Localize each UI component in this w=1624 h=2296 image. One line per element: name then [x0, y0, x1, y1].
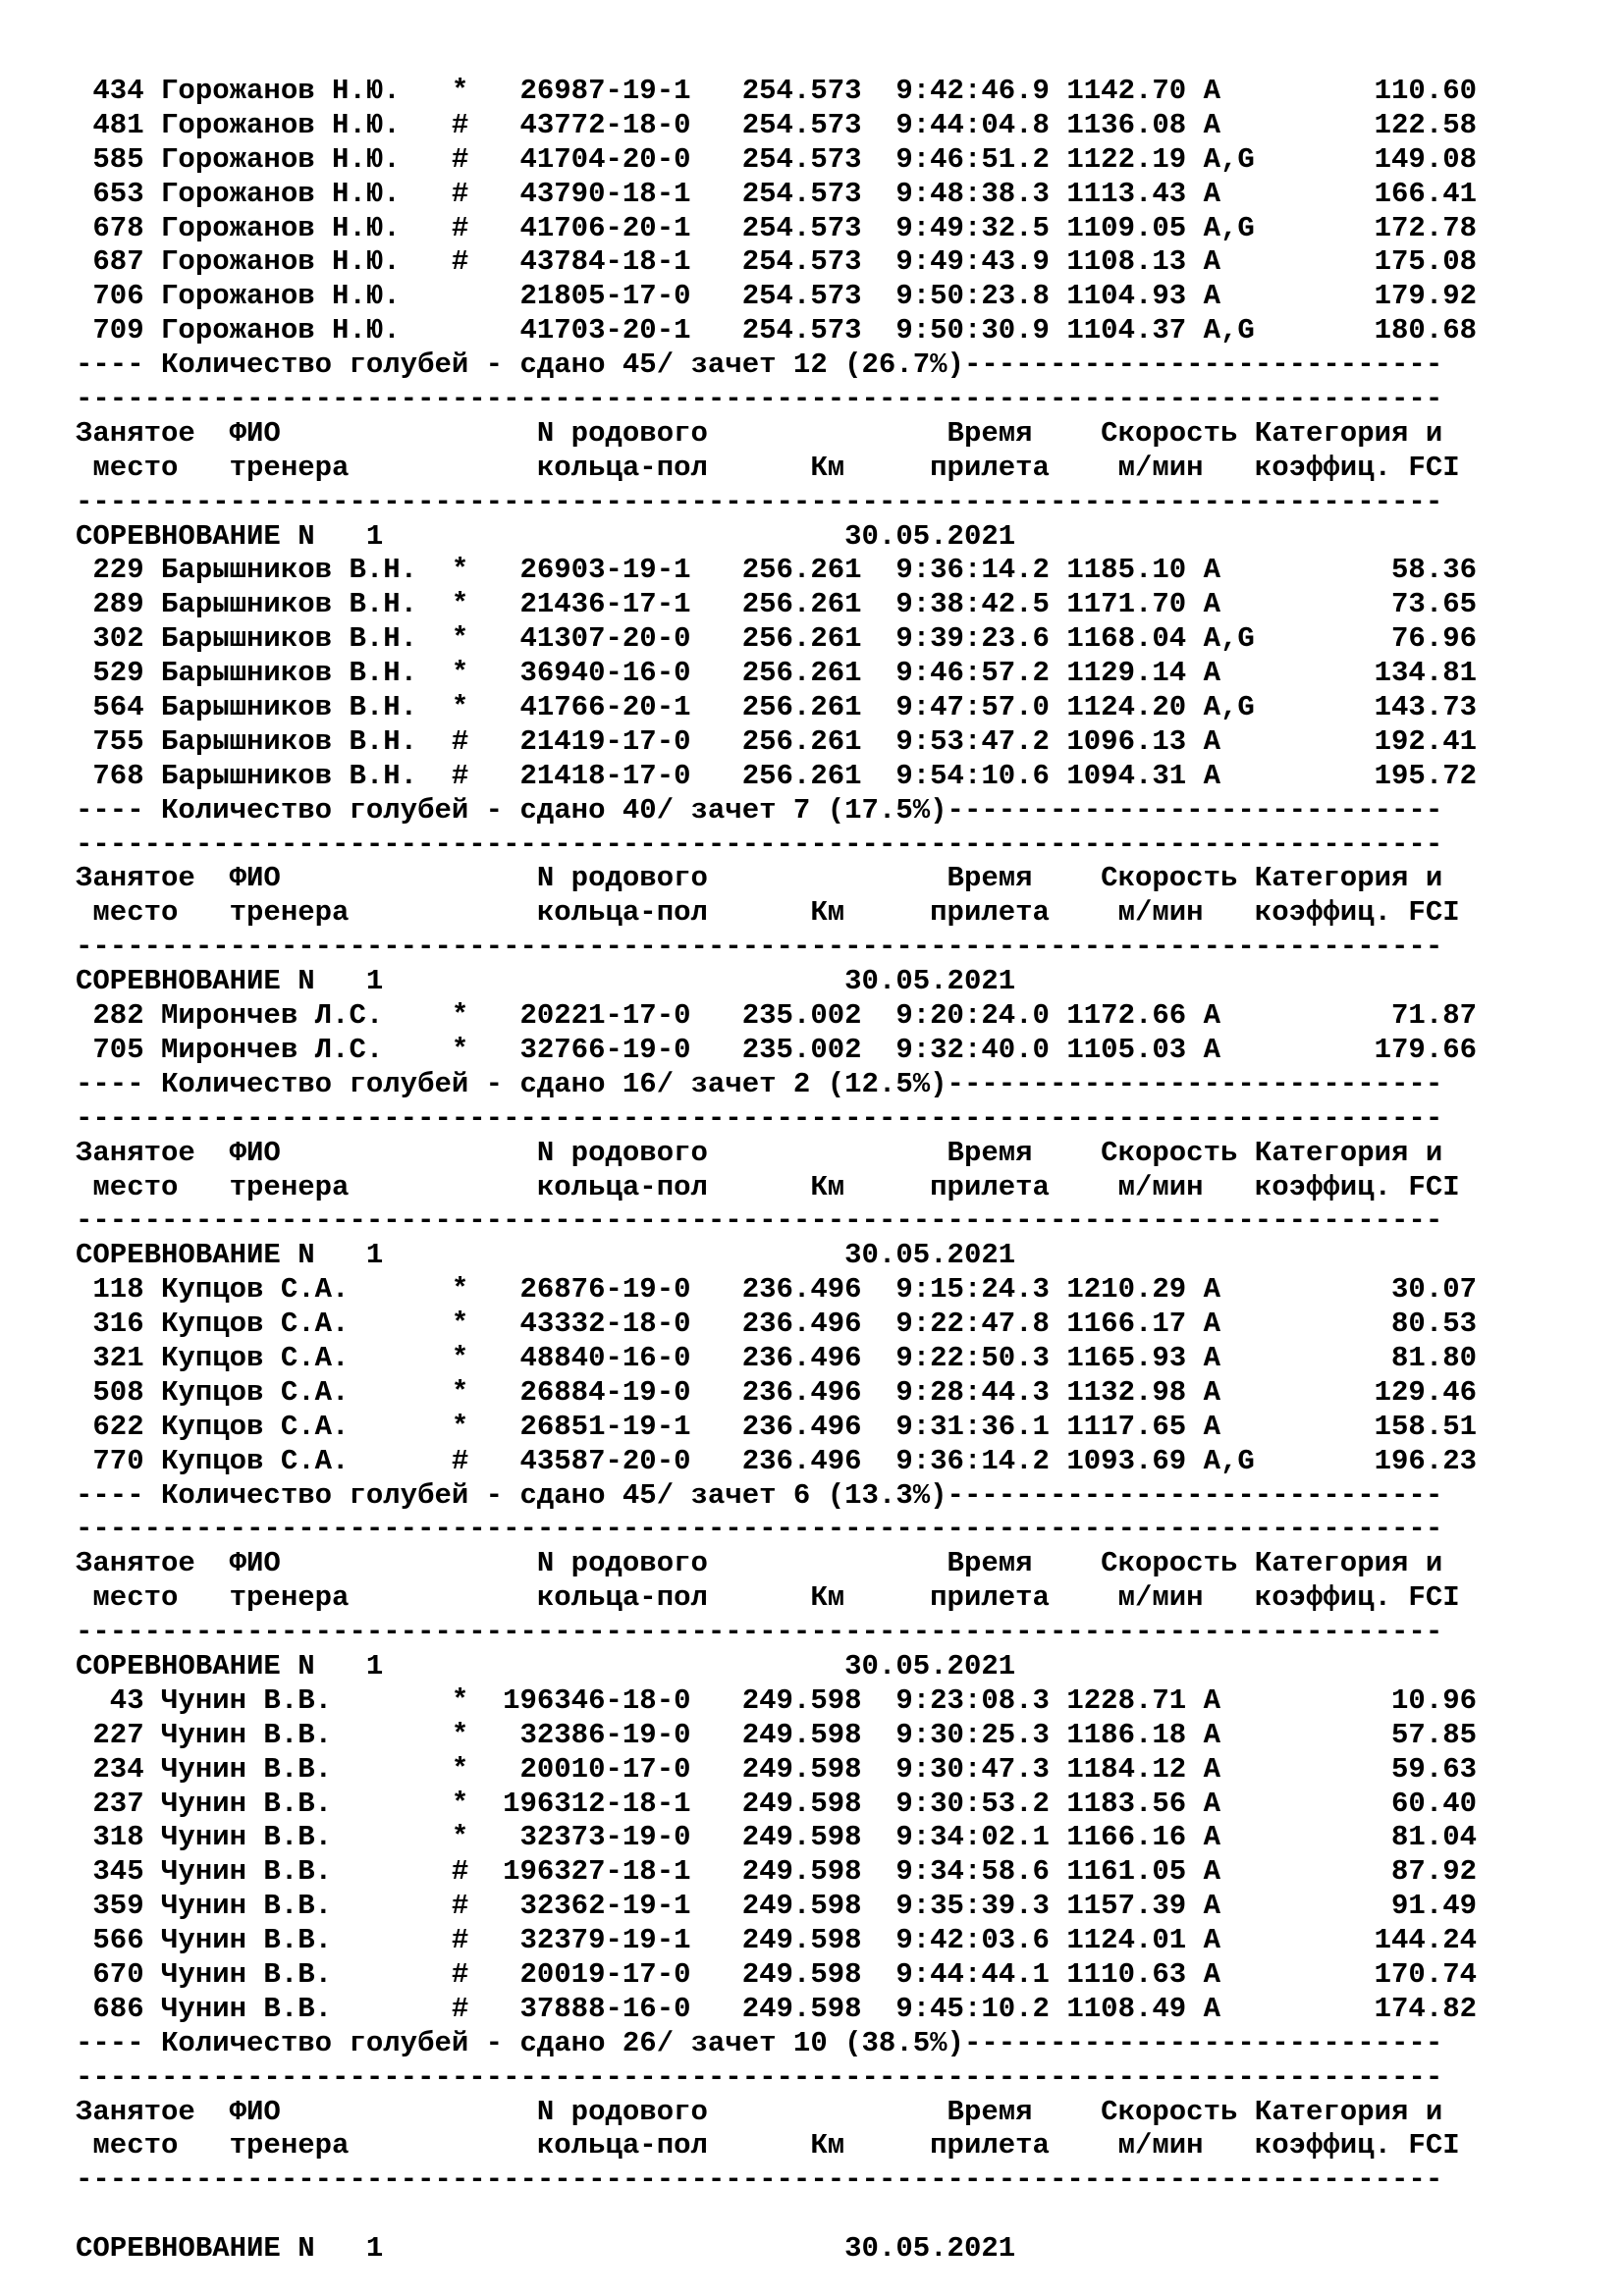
result-row: 318 Чунин В.В. * 32373-19-0 249.598 9:34:02.1 1166.16 A 81.04 [76, 1821, 1478, 1854]
result-row: 359 Чунин В.В. # 32362-19-1 249.598 9:35:39.3 1157.39 A 91.49 [76, 1890, 1478, 1923]
result-row: 345 Чунин В.В. # 196327-18-1 249.598 9:34:58.6 1161.05 A 87.92 [76, 1855, 1478, 1889]
column-header-line: Занятое ФИО N родового Время Скорость Категория и [76, 862, 1443, 895]
result-row: 434 Горожанов Н.Ю. * 26987-19-1 254.573 9:42:46.9 1142.70 A 110.60 [76, 75, 1478, 107]
separator-line: -------------------------------------------------------------------------------- [76, 828, 1443, 861]
column-header-line: место тренера кольца-пол Км прилета м/мин коэффиц. FCI [76, 2129, 1460, 2163]
result-row: 564 Барышников В.Н. * 41766-20-1 256.261 9:47:57.0 1124.20 A,G 143.73 [76, 691, 1478, 724]
summary-line: ---- Количество голубей - сдано 26/ зачет 10 (38.5%)---------------------------- [76, 2026, 1443, 2059]
result-row: 566 Чунин В.В. # 32379-19-1 249.598 9:42:03.6 1124.01 A 144.24 [76, 1924, 1478, 1957]
result-row: 481 Горожанов Н.Ю. # 43772-18-0 254.573 9:44:04.8 1136.08 A 122.58 [76, 108, 1478, 141]
result-row: 508 Купцов С.А. * 26884-19-0 236.496 9:28:44.3 1132.98 A 129.46 [76, 1375, 1478, 1409]
result-row: 118 Купцов С.А. * 26876-19-0 236.496 9:15:24.3 1210.29 A 30.07 [76, 1273, 1478, 1307]
result-row: 705 Мирончев Л.С. * 32766-19-0 235.002 9:32:40.0 1105.03 A 179.66 [76, 1033, 1478, 1066]
result-row: 770 Купцов С.А. # 43587-20-0 236.496 9:36:14.2 1093.69 A,G 196.23 [76, 1444, 1478, 1477]
separator-line: -------------------------------------------------------------------------------- [76, 1101, 1443, 1135]
separator-line: -------------------------------------------------------------------------------- [76, 2060, 1443, 2094]
column-header-line: Занятое ФИО N родового Время Скорость Категория и [76, 2095, 1443, 2128]
column-header-line: Занятое ФИО N родового Время Скорость Категория и [76, 1136, 1443, 1169]
column-header-line: место тренера кольца-пол Км прилета м/мин коэффиц. FCI [76, 896, 1460, 930]
result-row: 234 Чунин В.В. * 20010-17-0 249.598 9:30:47.3 1184.12 A 59.63 [76, 1752, 1478, 1786]
result-row: 316 Купцов С.А. * 43332-18-0 236.496 9:22:47.8 1166.17 A 80.53 [76, 1308, 1478, 1341]
column-header-line: место тренера кольца-пол Км прилета м/мин коэффиц. FCI [76, 1170, 1460, 1203]
summary-line: ---- Количество голубей - сдано 45/ зачет 6 (13.3%)----------------------------- [76, 1478, 1443, 1512]
summary-line: ---- Количество голубей - сдано 40/ зачет 7 (17.5%)----------------------------- [76, 793, 1443, 827]
competition-header-line: СОРЕВНОВАНИЕ N 1 30.05.2021 [76, 2232, 1016, 2266]
summary-line: ---- Количество голубей - сдано 45/ зачет 12 (26.7%)---------------------------- [76, 348, 1443, 382]
result-row: 622 Купцов С.А. * 26851-19-1 236.496 9:31:36.1 1117.65 A 158.51 [76, 1410, 1478, 1443]
separator-line: -------------------------------------------------------------------------------- [76, 1513, 1443, 1546]
separator-line: -------------------------------------------------------------------------------- [76, 1616, 1443, 1649]
competition-header-line: СОРЕВНОВАНИЕ N 1 30.05.2021 [76, 1649, 1016, 1682]
result-row: 229 Барышников В.Н. * 26903-19-1 256.261 9:36:14.2 1185.10 A 58.36 [76, 554, 1478, 587]
result-row: 706 Горожанов Н.Ю. 21805-17-0 254.573 9:50:23.8 1104.93 A 179.92 [76, 280, 1478, 313]
column-header-line: Занятое ФИО N родового Время Скорость Категория и [76, 416, 1443, 450]
result-row: 709 Горожанов Н.Ю. 41703-20-1 254.573 9:50:30.9 1104.37 A,G 180.68 [76, 314, 1478, 347]
results-document [76, 75, 1477, 2267]
result-row: 755 Барышников В.Н. # 21419-17-0 256.261 9:53:47.2 1096.13 A 192.41 [76, 724, 1478, 758]
separator-line: -------------------------------------------------------------------------------- [76, 931, 1443, 964]
separator-line: -------------------------------------------------------------------------------- [76, 383, 1443, 416]
blank-line [76, 2198, 1477, 2232]
column-header-line: Занятое ФИО N родового Время Скорость Категория и [76, 1547, 1443, 1580]
result-row: 686 Чунин В.В. # 37888-16-0 249.598 9:45:10.2 1108.49 A 174.82 [76, 1992, 1478, 2025]
result-row: 529 Барышников В.Н. * 36940-16-0 256.261 9:46:57.2 1129.14 A 134.81 [76, 657, 1478, 690]
result-row: 653 Горожанов Н.Ю. # 43790-18-1 254.573 9:48:38.3 1113.43 A 166.41 [76, 177, 1478, 210]
competition-header-line: СОРЕВНОВАНИЕ N 1 30.05.2021 [76, 1239, 1016, 1272]
result-row: 43 Чунин В.В. * 196346-18-0 249.598 9:23:08.3 1228.71 A 10.96 [76, 1683, 1478, 1717]
result-row: 289 Барышников В.Н. * 21436-17-1 256.261 9:38:42.5 1171.70 A 73.65 [76, 588, 1478, 621]
result-row: 768 Барышников В.Н. # 21418-17-0 256.261 9:54:10.6 1094.31 A 195.72 [76, 759, 1478, 792]
result-row: 227 Чунин В.В. * 32386-19-0 249.598 9:30:25.3 1186.18 A 57.85 [76, 1718, 1478, 1751]
result-row: 282 Мирончев Л.С. * 20221-17-0 235.002 9:20:24.0 1172.66 A 71.87 [76, 999, 1478, 1033]
result-row: 687 Горожанов Н.Ю. # 43784-18-1 254.573 9:49:43.9 1108.13 A 175.08 [76, 245, 1478, 279]
column-header-line: место тренера кольца-пол Км прилета м/мин коэффиц. FCI [76, 451, 1460, 484]
result-row: 321 Купцов С.А. * 48840-16-0 236.496 9:22:50.3 1165.93 A 81.80 [76, 1341, 1478, 1374]
result-row: 670 Чунин В.В. # 20019-17-0 249.598 9:44:44.1 1110.63 A 170.74 [76, 1957, 1478, 1991]
result-row: 678 Горожанов Н.Ю. # 41706-20-1 254.573 9:49:32.5 1109.05 A,G 172.78 [76, 211, 1478, 244]
separator-line: -------------------------------------------------------------------------------- [76, 1204, 1443, 1238]
result-row: 237 Чунин В.В. * 196312-18-1 249.598 9:30:53.2 1183.56 A 60.40 [76, 1787, 1478, 1820]
separator-line: -------------------------------------------------------------------------------- [76, 2163, 1443, 2197]
separator-line: -------------------------------------------------------------------------------- [76, 485, 1443, 518]
summary-line: ---- Количество голубей - сдано 16/ зачет 2 (12.5%)----------------------------- [76, 1067, 1443, 1100]
competition-header-line: СОРЕВНОВАНИЕ N 1 30.05.2021 [76, 519, 1016, 553]
competition-header-line: СОРЕВНОВАНИЕ N 1 30.05.2021 [76, 965, 1016, 998]
result-row: 302 Барышников В.Н. * 41307-20-0 256.261 9:39:23.6 1168.04 A,G 76.96 [76, 622, 1478, 656]
column-header-line: место тренера кольца-пол Км прилета м/мин коэффиц. FCI [76, 1581, 1460, 1615]
result-row: 585 Горожанов Н.Ю. # 41704-20-0 254.573 9:46:51.2 1122.19 A,G 149.08 [76, 142, 1478, 176]
